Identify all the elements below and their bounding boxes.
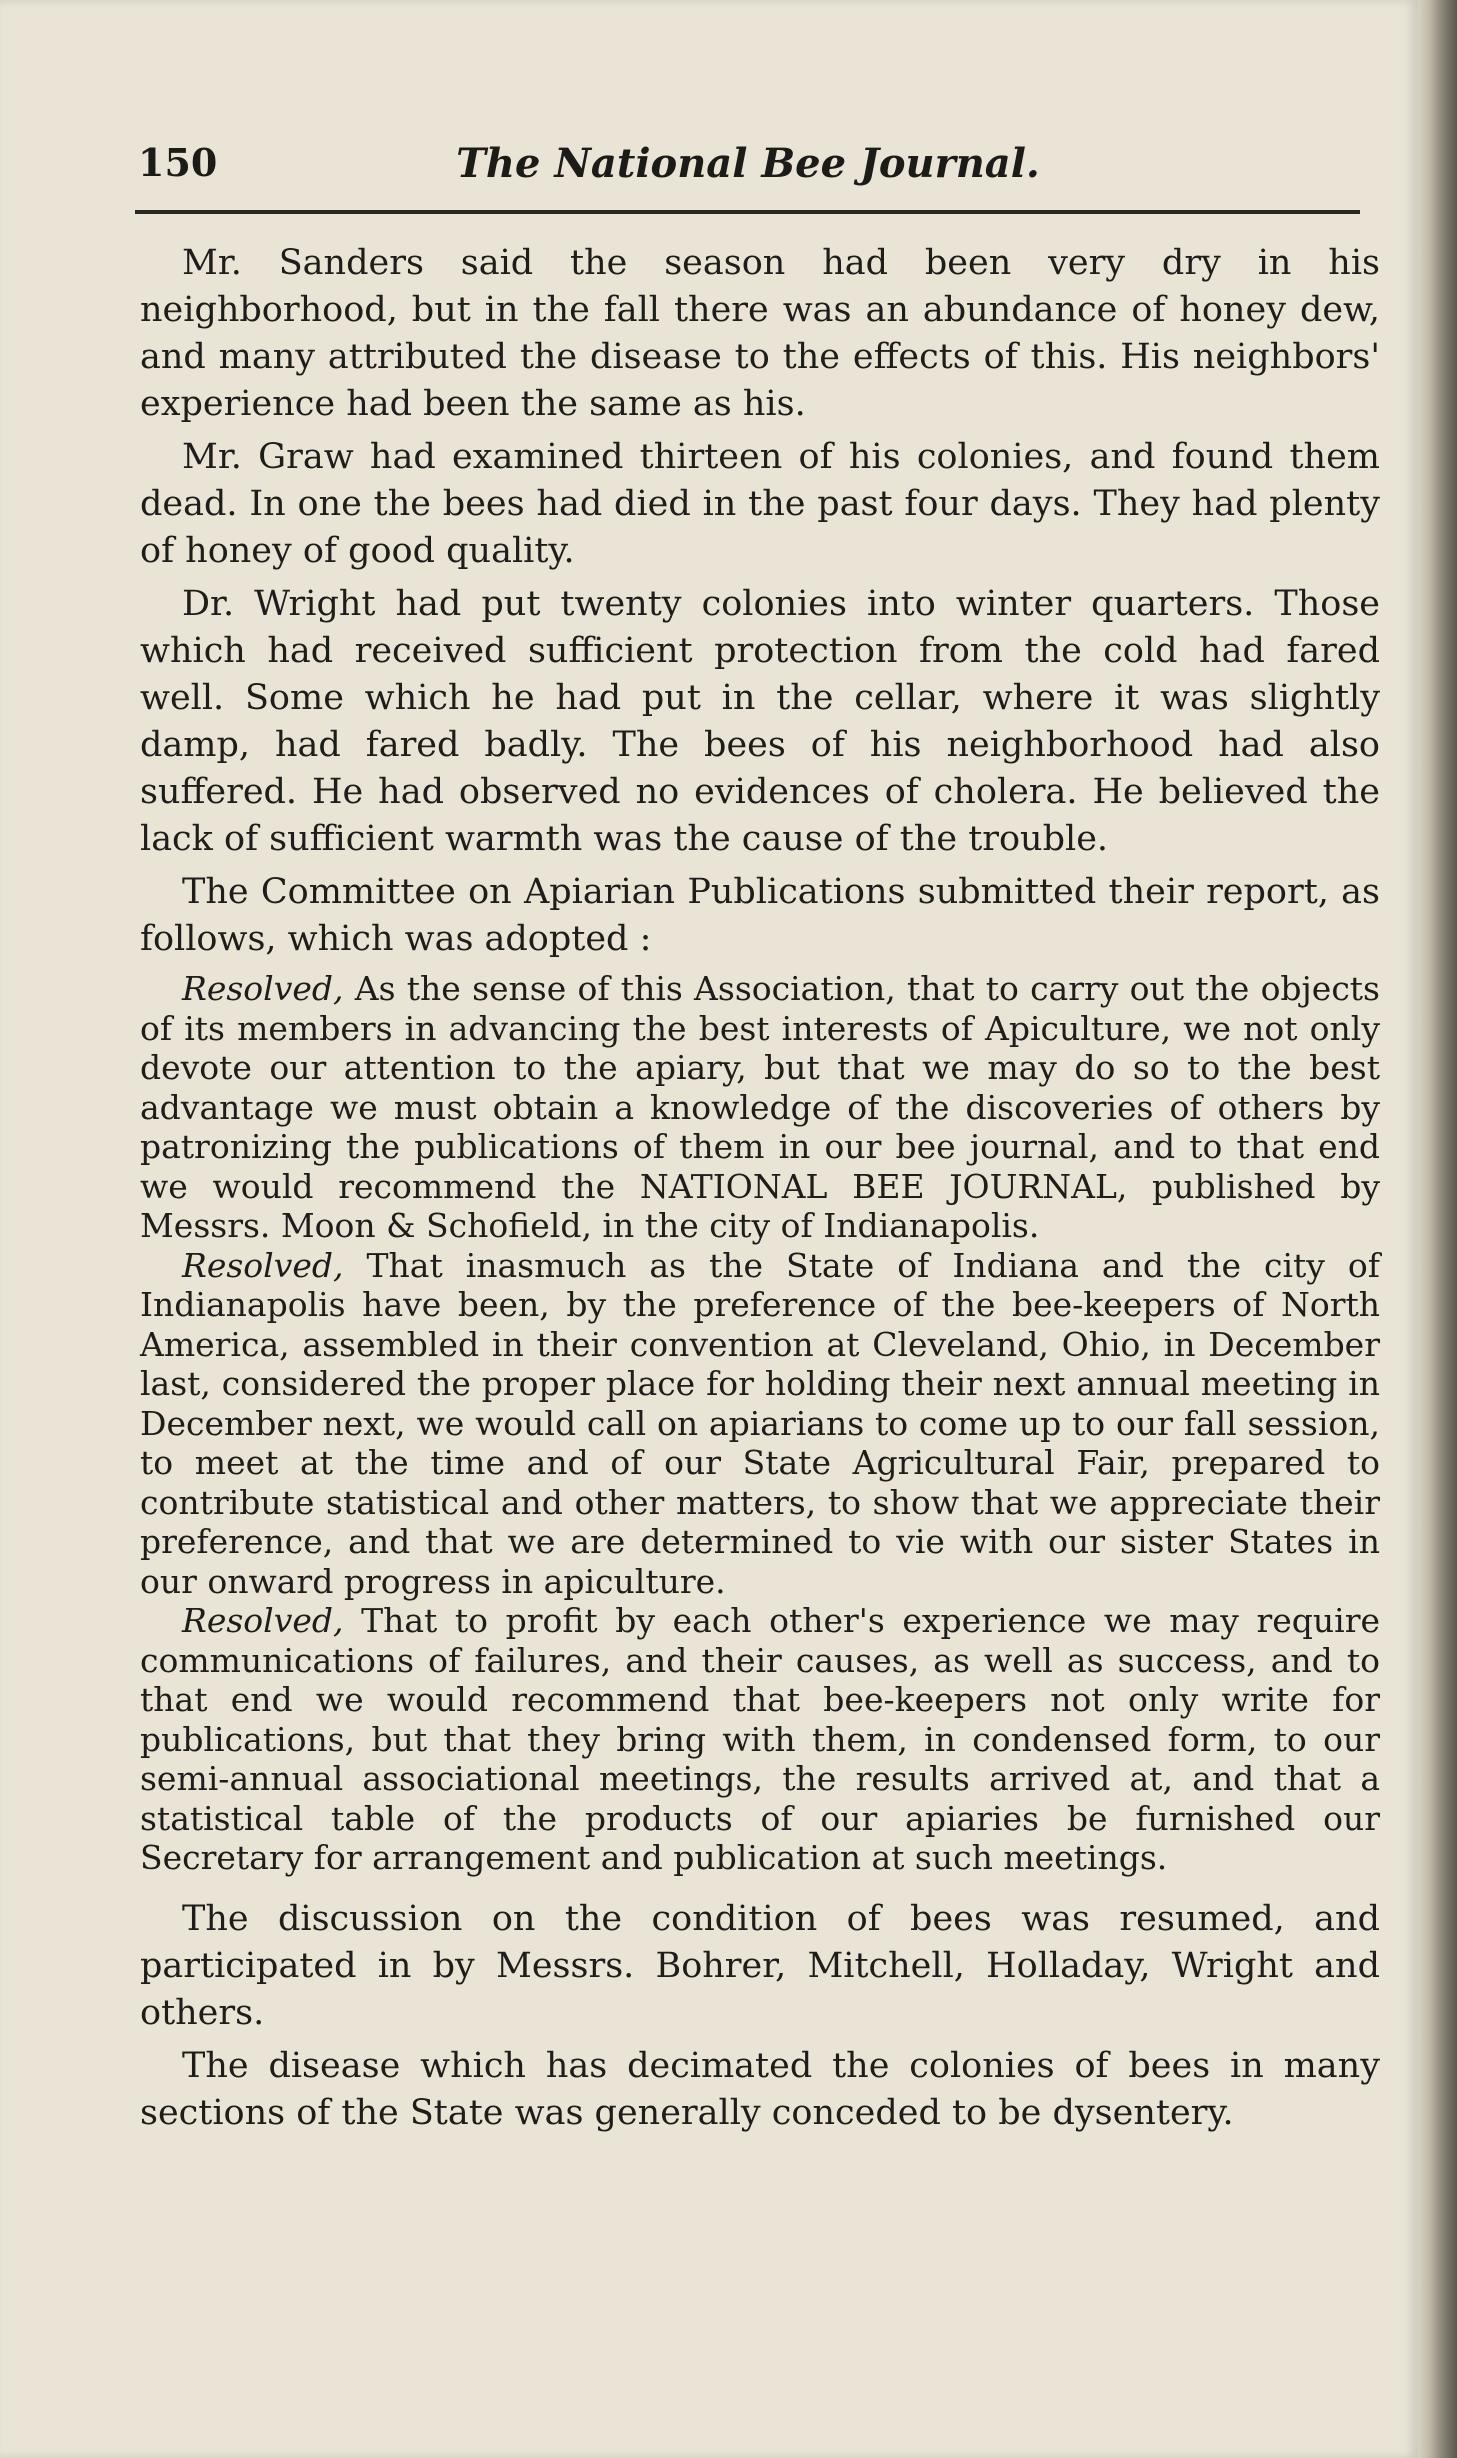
spacer: [140, 1878, 1380, 1896]
resolution-keyword: Resolved,: [182, 1245, 344, 1285]
paragraph-wright: Dr. Wright had put twenty colonies into winter quarters. Those which had received sufficient protection from the cold had fared well. Some which he had put in the cellar, where it was slightly damp, had fared badly. The bees of his neighborhood had also suffered. He had observed no evidences of cholera. He believed the lack of sufficient warmth was the cause of the trouble.: [140, 584, 1380, 859]
resolution-text: That inasmuch as the State of Indiana and the city of Indianapolis have been, by the preference of the bee-keepers of North America, assembled in their convention at Cleveland, Ohio, in December last, considered the proper place for holding their next annual meeting in December next, we would call on apiarians to come up to our fall session, to meet at the time and of our State Agricultural Fair, prepared to contribute statistical and other matters, to show that we appreciate their preference, and that we are determined to vie with our sister States in our onward progress in apiculture.: [140, 1245, 1380, 1601]
header-rule: [135, 210, 1360, 214]
resolution: [140, 1246, 1380, 1602]
resolution-keyword: Resolved,: [182, 1601, 344, 1640]
resolution: [140, 1601, 1380, 1878]
paragraph-discussion: The discussion on the condition of bees was resumed, and participated in by Messrs. Bohrer, Mitchell, Holladay, Wright and others.: [140, 1898, 1380, 2033]
paragraph-disease: The disease which has decimated the colonies of bees in many sections of the State was generally conceded to be dysentery.: [140, 2045, 1380, 2133]
paragraph-committee: The Committee on Apiarian Publications submitted their report, as follows, which was adopted :: [140, 872, 1380, 959]
resolution-text: As the sense of this Association, that to carry out the objects of its members in advancing the best interests of Apiculture, we not only devote our attention to the apiary, but that we may do so to the best advantage we must obtain a knowledge of the discoveries of others by patronizing the publications of them in our bee journal, and to that end we would recommend the NATIONAL BEE JOURNAL, published by Messrs. Moon & Schofield, in the city of Indianapolis.: [140, 969, 1380, 1245]
resolution-keyword: Resolved,: [182, 969, 344, 1008]
page-header: [138, 140, 1358, 200]
article-body: [140, 240, 1380, 2143]
resolution: [140, 969, 1380, 1246]
paragraph-graw: Mr. Graw had examined thirteen of his colonies, and found them dead. In one the bees had died in the past four days. They had plenty of honey of good quality.: [140, 437, 1380, 571]
running-title: The National Bee Journal.: [456, 140, 1040, 187]
resolution-text: That to profit by each other's experience we may require communications of failures, and their causes, as well as success, and to that end we would recommend that bee-keepers not only write for publications, but that they bring with them, in condensed form, to our semi-annual associational meetings, the results arrived at, and that a statistical table of the products of our apiaries be furnished our Secretary for arrangement and publication at such meetings.: [140, 1601, 1380, 1877]
paragraph-sanders: Mr. Sanders said the season had been very dry in his neighborhood, but in the fall there was an abundance of honey dew, and many attributed the disease to the effects of this. His neighbors' experience had been the same as his.: [140, 243, 1380, 424]
page-edge: [1418, 0, 1457, 2458]
page-number: 150: [138, 140, 218, 185]
